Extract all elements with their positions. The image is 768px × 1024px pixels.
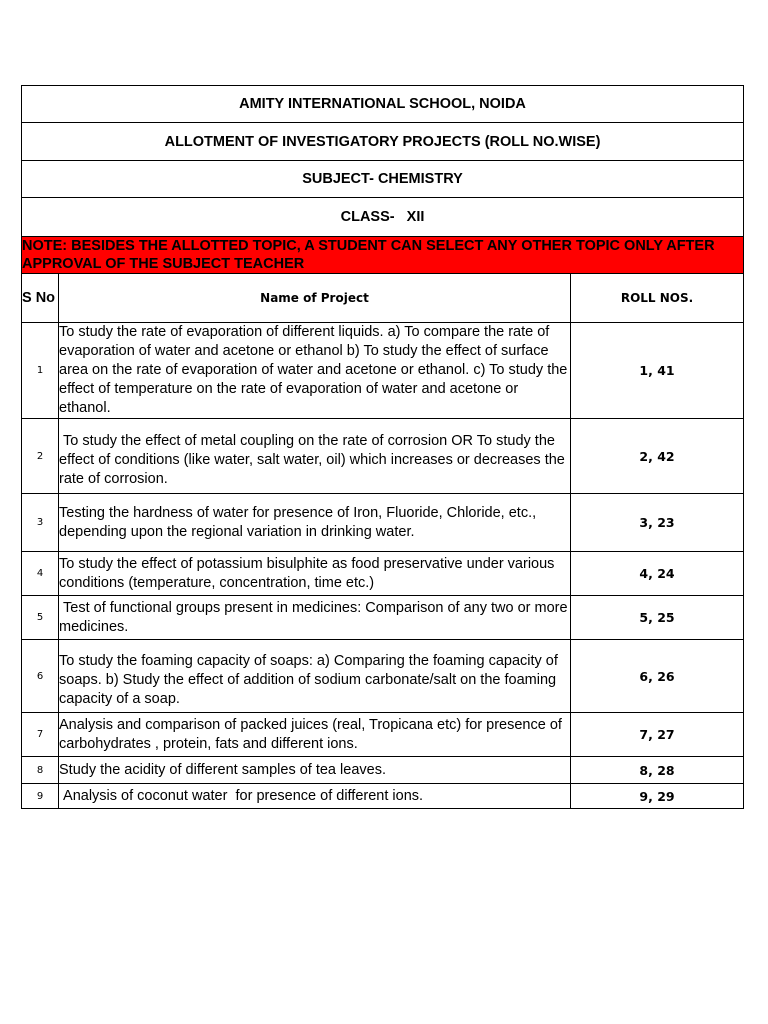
row-rolls: 9, 29 xyxy=(571,784,744,809)
row-rolls: 8, 28 xyxy=(571,757,744,784)
table-row xyxy=(22,596,744,640)
approval-note: NOTE: BESIDES THE ALLOTTED TOPIC, A STUDENT CAN SELECT ANY OTHER TOPIC ONLY AFTER APPROVAL OF THE SUBJECT TEACHER xyxy=(22,237,744,274)
header-row-school xyxy=(22,86,744,123)
row-rolls: 4, 24 xyxy=(571,552,744,596)
row-project: Study the acidity of different samples of tea leaves. xyxy=(59,757,571,784)
table-row xyxy=(22,784,744,809)
row-sno: 1 xyxy=(22,323,59,419)
school-name: AMITY INTERNATIONAL SCHOOL, NOIDA xyxy=(22,86,744,123)
row-project: Analysis and comparison of packed juices (real, Tropicana etc) for presence of carbohydrates , protein, fats and different ions. xyxy=(59,713,571,757)
row-project: To study the effect of potassium bisulphite as food preservative under various conditions (temperature, concentration, time etc.) xyxy=(59,552,571,596)
row-project: Analysis of coconut water for presence of different ions. xyxy=(59,784,571,809)
row-rolls: 5, 25 xyxy=(571,596,744,640)
column-header-rolls: ROLL NOS. xyxy=(571,274,744,323)
row-sno: 4 xyxy=(22,552,59,596)
row-sno: 8 xyxy=(22,757,59,784)
header-row-allotment xyxy=(22,123,744,161)
allotment-table xyxy=(21,85,744,809)
column-header-sno: S No xyxy=(22,274,59,323)
table-row xyxy=(22,713,744,757)
subject-title: SUBJECT- CHEMISTRY xyxy=(22,161,744,198)
class-title: CLASS- XII xyxy=(22,198,744,237)
table-row xyxy=(22,757,744,784)
row-project: To study the effect of metal coupling on the rate of corrosion OR To study the effect of conditions (like water, salt water, oil) which increases or decreases the rate of corrosion. xyxy=(59,419,571,494)
allotment-title: ALLOTMENT OF INVESTIGATORY PROJECTS (ROLL NO.WISE) xyxy=(22,123,744,161)
row-sno: 7 xyxy=(22,713,59,757)
header-row-subject xyxy=(22,161,744,198)
row-sno: 9 xyxy=(22,784,59,809)
row-sno: 3 xyxy=(22,494,59,552)
table-row xyxy=(22,552,744,596)
row-rolls: 7, 27 xyxy=(571,713,744,757)
header-row-class xyxy=(22,198,744,237)
table-row xyxy=(22,494,744,552)
row-project: To study the foaming capacity of soaps: a) Comparing the foaming capacity of soaps. b) Study the effect of addition of sodium carbonate/salt on the foaming capacity of a soap. xyxy=(59,640,571,713)
row-sno: 5 xyxy=(22,596,59,640)
row-rolls: 2, 42 xyxy=(571,419,744,494)
row-project: Testing the hardness of water for presence of Iron, Fluoride, Chloride, etc., depending upon the regional variation in drinking water. xyxy=(59,494,571,552)
note-row xyxy=(22,237,744,274)
row-sno: 2 xyxy=(22,419,59,494)
row-rolls: 6, 26 xyxy=(571,640,744,713)
table-row xyxy=(22,640,744,713)
column-header-row xyxy=(22,274,744,323)
column-header-name: Name of Project xyxy=(59,274,571,323)
row-project: To study the rate of evaporation of different liquids. a) To compare the rate of evaporation of water and acetone or ethanol b) To study the effect of surface area on the rate of evaporation of water and acetone or ethanol. c) To study the effect of temperature on the rate of evaporation of water and acetone or ethanol. xyxy=(59,323,571,419)
row-sno: 6 xyxy=(22,640,59,713)
table-row xyxy=(22,323,744,419)
row-rolls: 1, 41 xyxy=(571,323,744,419)
row-project: Test of functional groups present in medicines: Comparison of any two or more medicines. xyxy=(59,596,571,640)
table-row xyxy=(22,419,744,494)
row-rolls: 3, 23 xyxy=(571,494,744,552)
